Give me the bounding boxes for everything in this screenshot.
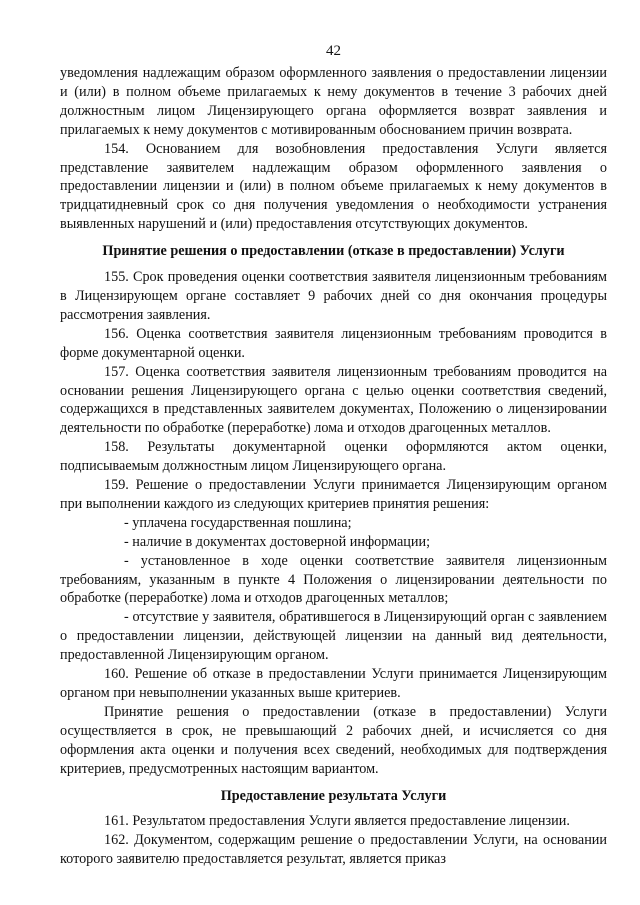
- paragraph-155: 155. Срок проведения оценки соответствия заявителя лицензионным требованиям в Лицензирующем органе составляет 9 рабочих дней со дня окончания процедуры рассмотрения заявления.: [60, 269, 607, 323]
- paragraph-158: 158. Результаты документарной оценки оформляются актом оценки, подписываемым должностным лицом Лицензирующего органа.: [60, 439, 607, 475]
- page-number: 42: [326, 43, 341, 59]
- paragraph-154: 154. Основанием для возобновления предоставления Услуги является представление заявителем надлежащим образом оформленного заявления о предоставлении лицензии и (или) в полном объеме прилагаемых к нему документов в тридцатидневный срок со дня получения уведомления о необходимости устранения выявленных нарушений и (или) предоставления отсутствующих документов.: [60, 140, 607, 233]
- paragraph-decision-term: Принятие решения о предоставлении (отказе в предоставлении) Услуги осуществляется в срок, не превышающий 2 рабочих дней, и исчисляется со дня оформления акта оценки и получения всех сведений, необходимых для подтверждения критериев, предусмотренных настоящим вариантом.: [60, 703, 607, 777]
- document-page: [60, 0, 607, 905]
- criteria-item-compliance: - установленное в ходе оценки соответствие заявителя лицензионным требованиям, указанным в пункте 4 Положения о лицензировании деятельности по обработке (переработке) лома и отходов драгоценных металлов;: [60, 552, 607, 607]
- criteria-item-fee: - уплачена государственная пошлина;: [124, 514, 352, 531]
- paragraph-161: 161. Результатом предоставления Услуги является предоставление лицензии.: [104, 813, 570, 830]
- paragraph-159: 159. Решение о предоставлении Услуги принимается Лицензирующим органом при выполнении каждого из следующих критериев принятия решения:: [60, 477, 607, 512]
- section-heading-result: Предоставление результата Услуги: [220, 787, 447, 804]
- paragraph-156: 156. Оценка соответствия заявителя лицензионным требованиям проводится в форме документарной оценки.: [60, 325, 607, 361]
- paragraph-157: 157. Оценка соответствия заявителя лицензионным требованиям проводится на основании решения Лицензирующего органа с целью оценки соответствия сведений, содержащихся в представленных заявителем документах, Положению о лицензировании деятельности по обработке (переработке) лома и отходов драгоценных металлов.: [60, 363, 607, 437]
- document-body: [60, 64, 607, 869]
- paragraph-162: 162. Документом, содержащим решение о предоставлении Услуги, на основании которого заявителю предоставляется результат, является приказ: [60, 832, 607, 868]
- paragraph-continuation: уведомления надлежащим образом оформленного заявления о предоставлении лицензии и (или) в полном объеме прилагаемых к нему документов в течение 3 рабочих дней должностным лицом Лицензирующего органа оформляется возврат заявления и прилагаемых к нему документов с мотивированным обоснованием причин возврата.: [60, 65, 607, 138]
- section-heading-decision: Принятие решения о предоставлении (отказе в предоставлении) Услуги: [102, 243, 565, 260]
- criteria-item-no-license: - отсутствие у заявителя, обратившегося в Лицензирующий орган с заявлением о предоставлении лицензии, действующей лицензии на данный вид деятельности, предоставленной Лицензирующим органом.: [60, 609, 607, 664]
- criteria-item-info: - наличие в документах достоверной информации;: [124, 533, 431, 550]
- paragraph-160: 160. Решение об отказе в предоставлении Услуги принимается Лицензирующим органом при невыполнении указанных выше критериев.: [60, 666, 607, 701]
